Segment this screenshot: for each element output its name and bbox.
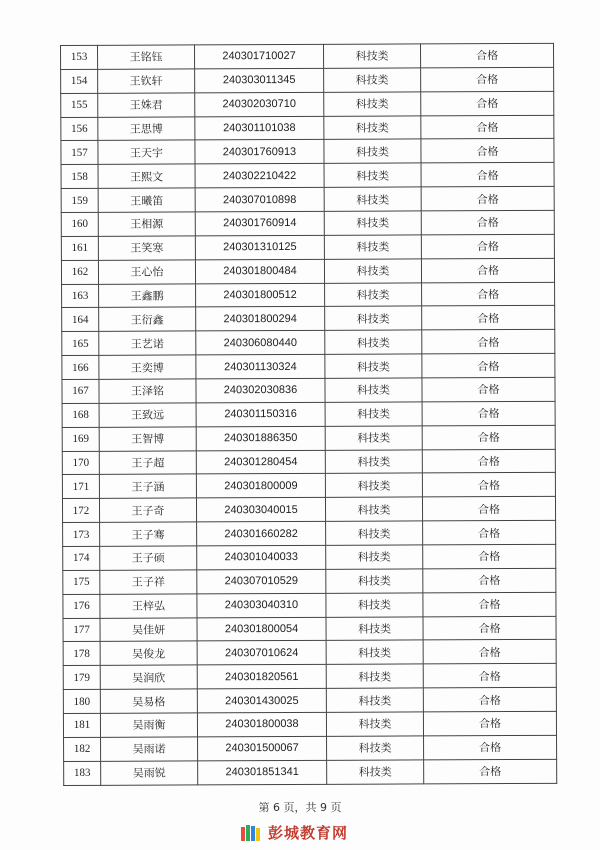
table-row [62,282,555,308]
table-row [63,688,556,714]
result-cell: 合格 [421,258,554,282]
result-cell: 合格 [422,330,555,354]
student-name-cell: 吴佳妍 [100,618,197,642]
student-name-cell: 王子超 [99,451,196,475]
row-number-cell: 157 [61,141,98,165]
student-name-cell: 王子硕 [100,546,197,570]
category-cell: 科技类 [325,283,422,307]
student-name-cell: 王曦笛 [98,188,195,212]
student-name-cell: 王钦轩 [98,69,195,93]
exam-id-cell: 240301310125 [195,235,324,259]
exam-id-cell: 240302030836 [196,378,325,402]
category-cell: 科技类 [325,426,422,450]
row-number-cell: 155 [61,93,98,117]
table-row [63,616,556,642]
row-number-cell: 162 [61,260,98,284]
exam-id-cell: 240301150316 [196,402,325,426]
category-cell: 科技类 [324,139,421,163]
book-logo-icon [240,824,262,842]
table-row [62,354,555,380]
student-name-cell: 王衍鑫 [99,307,196,331]
student-name-cell: 王相源 [98,212,195,236]
result-cell: 合格 [423,521,556,545]
table-row [62,425,555,451]
page-footer: 第 6 页，共 9 页 [258,801,342,814]
table-row [62,473,555,499]
table-row [62,497,555,523]
result-cell: 合格 [422,282,555,306]
table-row [64,735,557,761]
exam-id-cell: 240301430025 [197,689,326,713]
table-row [62,401,555,427]
table-row [63,568,556,594]
exam-id-cell: 240307010529 [197,569,326,593]
category-cell: 科技类 [325,354,422,378]
row-number-cell: 177 [63,618,100,642]
student-name-cell: 王子祥 [100,570,197,594]
exam-id-cell: 240302210422 [195,164,324,188]
row-number-cell: 159 [61,188,98,212]
student-name-cell: 王思博 [98,116,195,140]
student-name-cell: 王天宇 [98,140,195,164]
category-cell: 科技类 [325,473,422,497]
student-name-cell: 王鑫鹏 [99,284,196,308]
exam-id-cell: 240307010624 [197,641,326,665]
student-name-cell: 吴易格 [100,689,197,713]
exam-id-cell: 240301820561 [197,665,326,689]
row-number-cell: 164 [62,308,99,332]
exam-id-cell: 240301800009 [196,474,325,498]
row-number-cell: 183 [64,761,101,785]
result-cell: 合格 [423,544,556,568]
student-name-cell: 吴俊龙 [100,641,197,665]
site-logo-text: 彭城教育网 [268,824,349,842]
result-cell: 合格 [421,139,554,163]
row-number-cell: 182 [64,737,101,761]
category-cell: 科技类 [326,640,423,664]
category-cell: 科技类 [325,497,422,521]
table-row [62,330,555,356]
row-number-cell: 169 [62,427,99,451]
table-row [63,521,556,547]
table-row [63,640,556,666]
row-number-cell: 176 [63,594,100,618]
result-cell: 合格 [421,163,554,187]
table-row [61,115,554,141]
category-cell: 科技类 [325,402,422,426]
row-number-cell: 168 [62,403,99,427]
row-number-cell: 153 [61,45,98,69]
site-logo[interactable] [240,822,348,843]
result-cell: 合格 [424,735,557,759]
table-row [61,234,554,260]
table-row [63,544,556,570]
exam-id-cell: 240303040310 [197,593,326,617]
row-number-cell: 160 [61,212,98,236]
exam-id-cell: 240301886350 [196,426,325,450]
table-row [63,711,556,737]
result-cell: 合格 [423,688,556,712]
student-name-cell: 王铭钰 [98,45,195,69]
row-number-cell: 165 [62,332,99,356]
exam-id-cell: 240307010898 [195,188,324,212]
result-cell: 合格 [421,210,554,234]
category-cell: 科技类 [326,688,423,712]
exam-id-cell: 240302030710 [195,92,324,116]
category-cell: 科技类 [324,259,421,283]
student-name-cell: 王子奇 [99,498,196,522]
row-number-cell: 161 [61,236,98,260]
row-number-cell: 179 [63,666,100,690]
student-name-cell: 吴雨锐 [101,761,198,785]
exam-id-cell: 240301800484 [195,259,324,283]
row-number-cell: 166 [62,356,99,380]
student-name-cell: 王子骞 [100,522,197,546]
exam-id-cell: 240301040033 [197,545,326,569]
result-cell: 合格 [423,664,556,688]
category-cell: 科技类 [324,92,421,116]
student-name-cell: 王笑寒 [98,236,195,260]
exam-id-cell: 240301851341 [198,760,327,784]
student-name-cell: 王熙文 [98,164,195,188]
table-row [61,67,554,93]
row-number-cell: 172 [62,499,99,523]
exam-id-cell: 240306080440 [196,331,325,355]
result-cell: 合格 [422,425,555,449]
row-number-cell: 181 [63,713,100,737]
student-name-cell: 王子涵 [99,474,196,498]
table-row [61,258,554,284]
table-row [63,664,556,690]
result-cell: 合格 [422,306,555,330]
category-cell: 科技类 [327,736,424,760]
exam-id-cell: 240301280454 [196,450,325,474]
category-cell: 科技类 [324,68,421,92]
student-name-cell: 王奕博 [99,355,196,379]
category-cell: 科技类 [324,116,421,140]
table-row [61,91,554,117]
category-cell: 科技类 [324,163,421,187]
table-row [62,449,555,475]
roster-table-body [61,43,557,785]
category-cell: 科技类 [324,235,421,259]
table-row [61,187,554,213]
student-name-cell: 吴雨诺 [101,737,198,761]
result-cell: 合格 [423,616,556,640]
table-row [61,43,554,69]
student-name-cell: 王艺诺 [99,331,196,355]
table-row [62,377,555,403]
exam-id-cell: 240301660282 [197,522,326,546]
row-number-cell: 158 [61,165,98,189]
category-cell: 科技类 [326,545,423,569]
result-cell: 合格 [421,234,554,258]
category-cell: 科技类 [324,211,421,235]
student-name-cell: 王致远 [99,403,196,427]
student-name-cell: 王梓弘 [100,594,197,618]
exam-id-cell: 240301800038 [197,712,326,736]
exam-id-cell: 240301760914 [195,211,324,235]
category-cell: 科技类 [326,664,423,688]
category-cell: 科技类 [323,44,420,68]
table-row [61,210,554,236]
result-cell: 合格 [423,711,556,735]
category-cell: 科技类 [326,593,423,617]
category-cell: 科技类 [325,378,422,402]
result-cell: 合格 [422,401,555,425]
table-row [61,163,554,189]
category-cell: 科技类 [326,712,423,736]
result-cell: 合格 [422,449,555,473]
result-cell: 合格 [423,568,556,592]
student-name-cell: 王泽铭 [99,379,196,403]
result-cell: 合格 [422,473,555,497]
roster-table [60,43,557,786]
row-number-cell: 156 [61,117,98,141]
exam-id-cell: 240301800294 [196,307,325,331]
category-cell: 科技类 [325,330,422,354]
exam-id-cell: 240301130324 [196,355,325,379]
row-number-cell: 171 [62,475,99,499]
table-row [64,759,557,785]
row-number-cell: 180 [63,690,100,714]
result-cell: 合格 [424,759,557,783]
category-cell: 科技类 [327,760,424,784]
student-name-cell: 王姝君 [98,93,195,117]
row-number-cell: 170 [62,451,99,475]
result-cell: 合格 [421,91,554,115]
exam-id-cell: 240301800512 [196,283,325,307]
exam-id-cell: 240301500067 [198,736,327,760]
result-cell: 合格 [422,354,555,378]
student-name-cell: 吴雨衡 [100,713,197,737]
table-row [61,139,554,165]
exam-id-cell: 240301710027 [195,44,324,68]
table-row [62,306,555,332]
row-number-cell: 154 [61,69,98,93]
row-number-cell: 174 [63,546,100,570]
category-cell: 科技类 [326,569,423,593]
table-row [63,592,556,618]
result-cell: 合格 [421,187,554,211]
student-name-cell: 王智博 [99,427,196,451]
exam-id-cell: 240301760913 [195,140,324,164]
category-cell: 科技类 [324,187,421,211]
row-number-cell: 167 [62,379,99,403]
result-cell: 合格 [422,377,555,401]
student-name-cell: 王心怡 [98,260,195,284]
result-cell: 合格 [423,640,556,664]
category-cell: 科技类 [326,617,423,641]
result-cell: 合格 [423,592,556,616]
exam-id-cell: 240303040015 [196,498,325,522]
row-number-cell: 173 [63,523,100,547]
category-cell: 科技类 [326,521,423,545]
exam-id-cell: 240301800054 [197,617,326,641]
row-number-cell: 175 [63,570,100,594]
category-cell: 科技类 [325,306,422,330]
row-number-cell: 163 [62,284,99,308]
result-cell: 合格 [420,43,553,67]
row-number-cell: 178 [63,642,100,666]
student-name-cell: 吴润欣 [100,665,197,689]
exam-id-cell: 240303011345 [195,68,324,92]
category-cell: 科技类 [325,450,422,474]
result-cell: 合格 [421,67,554,91]
result-cell: 合格 [421,115,554,139]
result-cell: 合格 [422,497,555,521]
exam-id-cell: 240301101038 [195,116,324,140]
